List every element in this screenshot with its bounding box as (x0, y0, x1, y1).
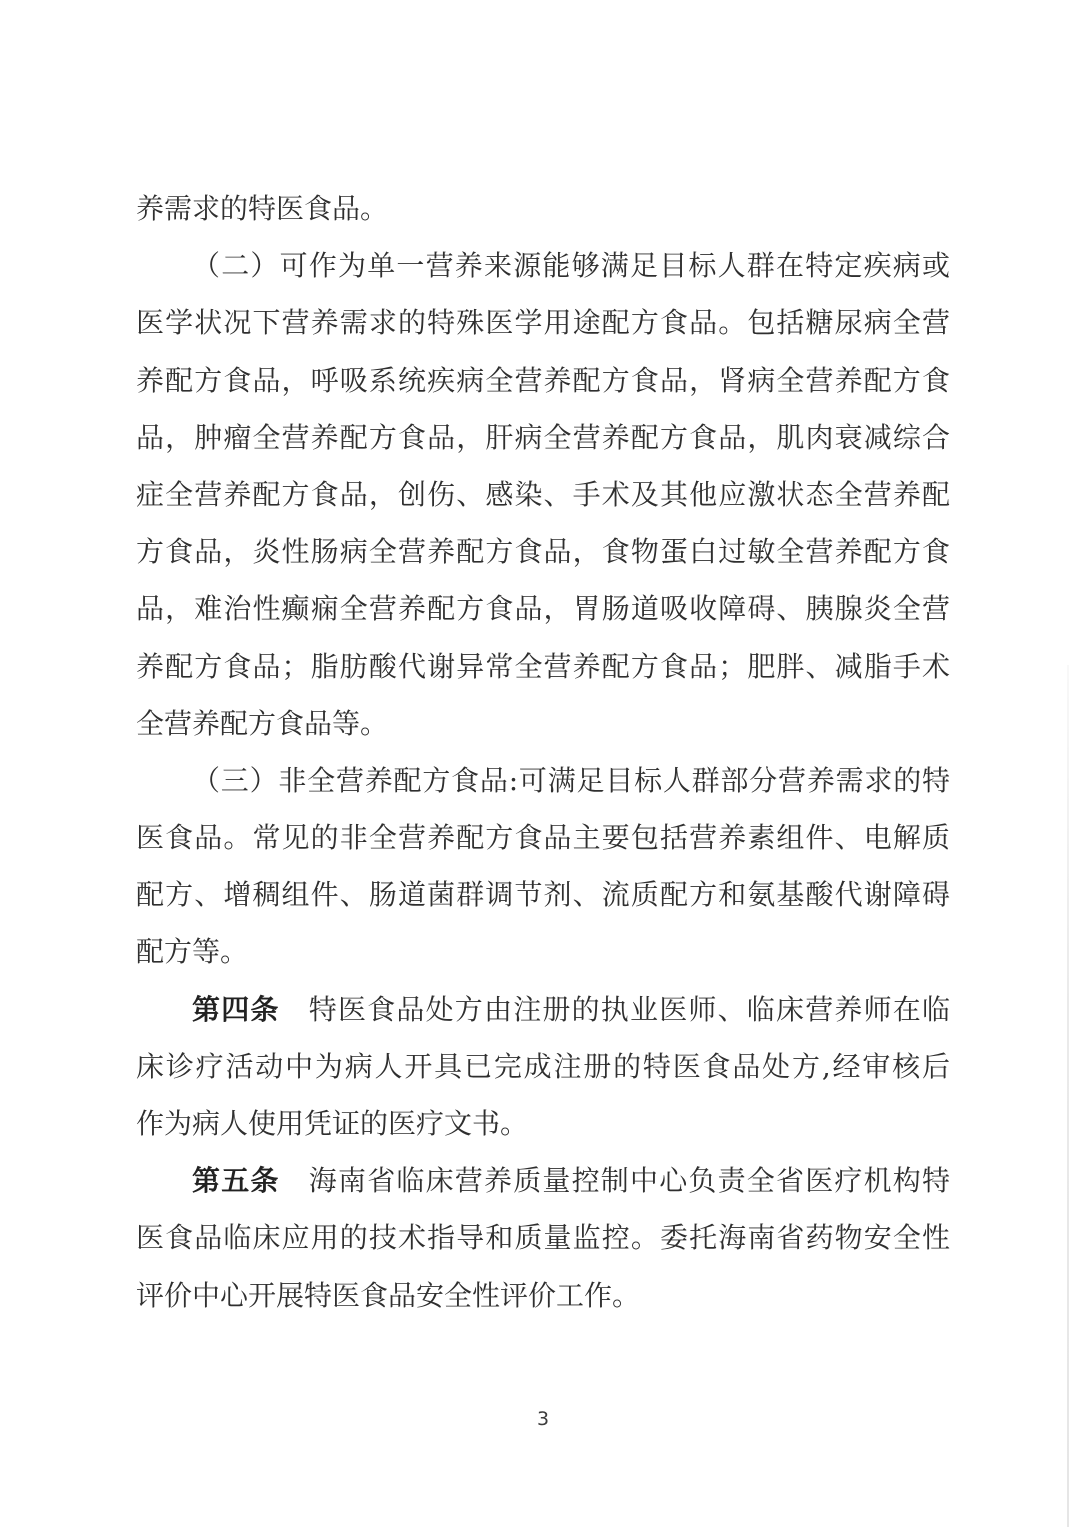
text-segment: 评价中心开展特医食品安全性评价工作。 (136, 1278, 641, 1312)
text-line (136, 809, 950, 866)
text-line (136, 923, 950, 980)
text-segment: 品，肿瘤全营养配方食品，肝病全营养配方食品，肌肉衰减综合 (136, 420, 950, 454)
text-line (136, 1209, 950, 1266)
text-line (136, 752, 950, 809)
text-line (136, 1267, 950, 1324)
text-segment: 床诊疗活动中为病人开具已完成注册的特医食品处方,经审核后 (136, 1049, 950, 1083)
text-line (136, 352, 950, 409)
text-line (136, 580, 950, 637)
text-segment: 方食品，炎性肠病全营养配方食品，食物蛋白过敏全营养配方食 (136, 535, 950, 569)
text-segment: 养配方食品；脂肪酸代谢异常全营养配方食品；肥胖、减脂手术 (136, 649, 950, 683)
text-segment: 配方等。 (136, 935, 249, 969)
text-line (136, 180, 950, 237)
text-segment: 全营养配方食品等。 (136, 706, 389, 740)
text-line (136, 866, 950, 923)
text-line (136, 695, 950, 752)
page-number: 3 (536, 1408, 550, 1430)
text-line (136, 1152, 950, 1209)
text-segment: 症全营养配方食品，创伤、感染、手术及其他应激状态全营养配 (136, 477, 950, 511)
text-line (136, 1095, 950, 1152)
text-segment: 养需求的特医食品。 (136, 192, 389, 225)
text-segment: 医食品。常见的非全营养配方食品主要包括营养素组件、电解质 (136, 821, 950, 855)
document-body (136, 180, 950, 1324)
text-line (136, 981, 950, 1038)
text-segment-bold: 第四条 (192, 992, 280, 1026)
text-segment: 品，难治性癫痫全营养配方食品，胃肠道吸收障碍、胰腺炎全营 (136, 592, 950, 626)
text-segment: （二）可作为单一营养来源能够满足目标人群在特定疾病或 (192, 249, 950, 283)
text-line (136, 1038, 950, 1095)
text-segment: 作为病人使用凭证的医疗文书。 (136, 1107, 529, 1140)
scan-artifact-line (1067, 665, 1069, 1527)
text-segment: 养配方食品，呼吸系统疾病全营养配方食品，肾病全营养配方食 (136, 363, 950, 397)
text-segment: 特医食品处方由注册的执业医师、临床营养师在临 (279, 992, 950, 1026)
text-segment: 海南省临床营养质量控制中心负责全省医疗机构特 (279, 1164, 950, 1198)
text-segment-bold: 第五条 (192, 1164, 280, 1198)
text-line (136, 523, 950, 580)
text-line (136, 466, 950, 523)
text-line (136, 409, 950, 466)
text-line (136, 294, 950, 351)
text-segment: （三）非全营养配方食品:可满足目标人群部分营养需求的特 (192, 763, 950, 797)
text-line (136, 638, 950, 695)
text-line (136, 237, 950, 294)
text-segment: 医食品临床应用的技术指导和质量监控。委托海南省药物安全性 (136, 1221, 950, 1255)
text-segment: 配方、增稠组件、肠道菌群调节剂、流质配方和氨基酸代谢障碍 (136, 878, 950, 912)
text-segment: 医学状况下营养需求的特殊医学用途配方食品。包括糖尿病全营 (136, 306, 950, 340)
